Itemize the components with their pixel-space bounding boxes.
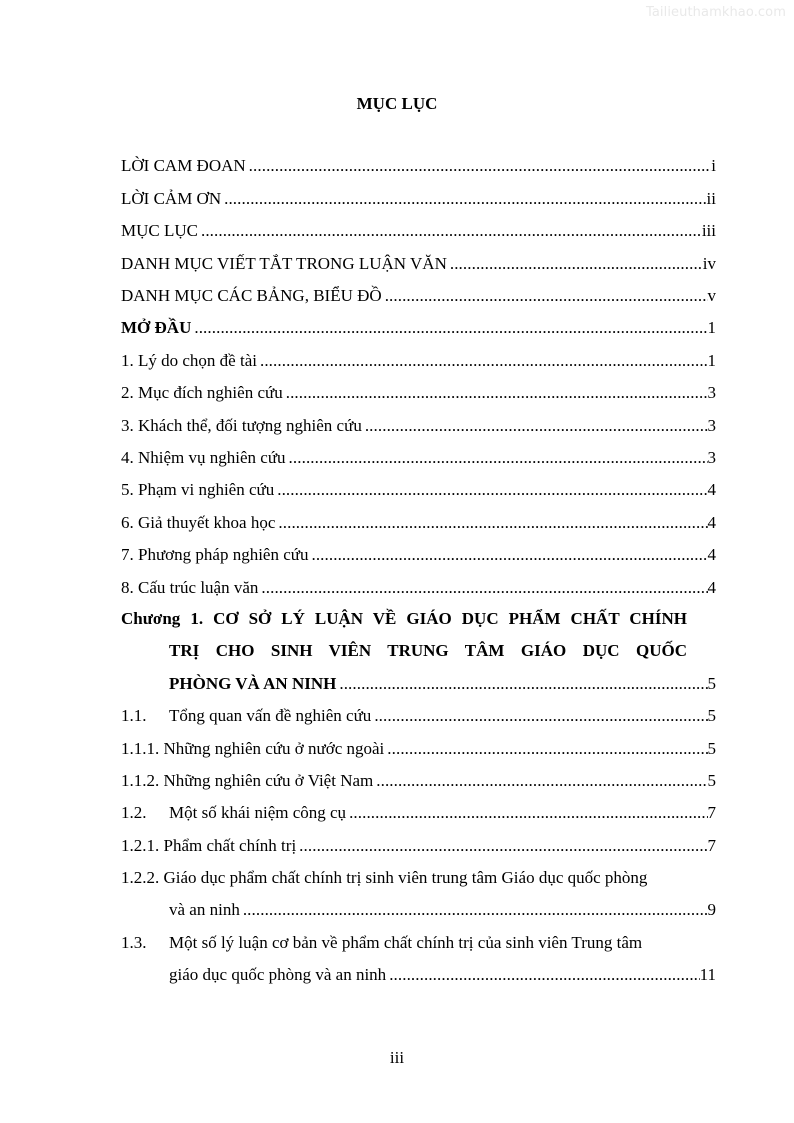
toc-entry-page: 3 [707, 416, 716, 435]
toc-entry-text: 1. Lý do chọn đề tài [121, 351, 257, 370]
toc-entry-page: iv [702, 254, 716, 273]
dot-leader [385, 284, 708, 308]
toc-entry-page: 4 [707, 578, 716, 597]
toc-entry-1-3-line-2 [169, 963, 716, 987]
toc-entry-1-3-line-1: Một số lý luận cơ bản về phẩm chất chính trị của sinh viên Trung tâm [169, 933, 643, 952]
dot-leader [260, 349, 708, 373]
toc-entry-page: 3 [707, 383, 716, 402]
toc-entry [121, 511, 716, 535]
toc-entry-number: 1.1. [121, 706, 147, 725]
toc-entry-text: 7. Phương pháp nghiên cứu [121, 545, 309, 564]
toc-entry-page: 11 [699, 965, 716, 984]
dot-leader [311, 543, 707, 567]
toc-entry-page: v [707, 286, 716, 305]
toc-entry [121, 576, 716, 600]
dot-leader [249, 154, 712, 178]
dot-leader [376, 769, 707, 793]
toc-entry [121, 769, 716, 793]
toc-entry [121, 446, 716, 470]
toc-entry-number: 1.3. [121, 933, 147, 952]
toc-entry [121, 834, 716, 858]
toc-entry [121, 252, 716, 276]
toc-entry-page: 1 [707, 318, 716, 337]
toc-entry-text: LỜI CAM ĐOAN [121, 156, 246, 175]
toc-entry-page: 4 [707, 513, 716, 532]
toc-entry-1-2-2-line-2 [169, 898, 716, 922]
toc-entry-page: ii [706, 189, 716, 208]
toc-entry [121, 284, 716, 308]
toc-entry-page: 5 [707, 706, 716, 725]
toc-entry-page: 5 [707, 771, 716, 790]
toc-entry-page: 5 [707, 674, 716, 693]
toc-entry-introduction [121, 316, 716, 340]
toc-entry-text: 5. Phạm vi nghiên cứu [121, 480, 275, 499]
toc-entry-text: và an ninh [169, 900, 240, 919]
toc-entry-page: 1 [707, 351, 716, 370]
toc-entry [121, 219, 716, 243]
dot-leader [365, 414, 708, 438]
toc-entry-text: MỤC LỤC [121, 221, 198, 240]
toc-entry-text: 1.2.1. Phẩm chất chính trị [121, 836, 297, 855]
toc-entry-text: 6. Giả thuyết khoa học [121, 513, 276, 532]
toc-entry [121, 187, 716, 211]
toc-entry-text: 2. Mục đích nghiên cứu [121, 383, 283, 402]
toc-entry-text: DANH MỤC VIẾT TẮT TRONG LUẬN VĂN [121, 254, 447, 273]
toc-entry-text: 1.1.1. Những nghiên cứu ở nước ngoài [121, 739, 385, 758]
dot-leader [374, 704, 707, 728]
toc-entry [121, 154, 716, 178]
dot-leader [201, 219, 702, 243]
toc-entry [121, 414, 716, 438]
toc-entry-page: i [711, 156, 716, 175]
dot-leader [243, 898, 708, 922]
toc-entry-page: 7 [707, 836, 716, 855]
toc-entry-text: Một số khái niệm công cụ [169, 803, 347, 822]
toc-entry [121, 704, 716, 728]
dot-leader [387, 737, 707, 761]
dot-leader [389, 963, 699, 987]
dot-leader [349, 801, 707, 825]
toc-entry [121, 737, 716, 761]
toc-entry-text: 3. Khách thể, đối tượng nghiên cứu [121, 416, 362, 435]
dot-leader [194, 316, 707, 340]
toc-entry-text: LỜI CẢM ƠN [121, 189, 222, 208]
toc-entry-page: 4 [707, 545, 716, 564]
toc-entry-text: giáo dục quốc phòng và an ninh [169, 965, 387, 984]
chapter-1-heading-line-1: Chương 1. CƠ SỞ LÝ LUẬN VỀ GIÁO DỤC PHẨM CHẤT CHÍNH [121, 609, 687, 628]
dot-leader [286, 381, 708, 405]
toc-entry-text: MỞ ĐẦU [121, 318, 192, 337]
toc-entry-page: 3 [707, 448, 716, 467]
dot-leader [261, 576, 707, 600]
toc-entry [121, 381, 716, 405]
toc-entry-text: Tổng quan vấn đề nghiên cứu [169, 706, 372, 725]
toc-entry-page: iii [701, 221, 716, 240]
toc-entry-page: 5 [707, 739, 716, 758]
chapter-1-heading-line-2: TRỊ CHO SINH VIÊN TRUNG TÂM GIÁO DỤC QUỐC [169, 641, 687, 660]
toc-entry-text: PHÒNG VÀ AN NINH [169, 674, 337, 693]
toc-entry-text: 8. Cấu trúc luận văn [121, 578, 259, 597]
chapter-1-heading-line-3 [169, 672, 716, 696]
toc-entry [121, 349, 716, 373]
watermark: Tailieuthamkhao.com [645, 5, 786, 20]
toc-entry-page: 9 [707, 900, 716, 919]
dot-leader [278, 511, 707, 535]
toc-entry-page: 4 [707, 480, 716, 499]
toc-entry-1-2-2-line-1: 1.2.2. Giáo dục phẩm chất chính trị sinh viên trung tâm Giáo dục quốc phòng [121, 868, 648, 887]
page-number-footer: iii [389, 1048, 405, 1067]
toc-entry-text: 4. Nhiệm vụ nghiên cứu [121, 448, 286, 467]
dot-leader [289, 446, 708, 470]
dot-leader [339, 672, 707, 696]
toc-entry-text: DANH MỤC CÁC BẢNG, BIỂU ĐỒ [121, 286, 382, 305]
toc-entry [121, 543, 716, 567]
toc-entry-page: 7 [707, 803, 716, 822]
toc-entry-number: 1.2. [121, 803, 147, 822]
toc-entry [121, 801, 716, 825]
toc-entry-text: 1.1.2. Những nghiên cứu ở Việt Nam [121, 771, 374, 790]
dot-leader [450, 252, 703, 276]
page-title: MỤC LỤC [356, 94, 438, 113]
toc-entry [121, 478, 716, 502]
dot-leader [224, 187, 706, 211]
dot-leader [299, 834, 707, 858]
dot-leader [277, 478, 707, 502]
